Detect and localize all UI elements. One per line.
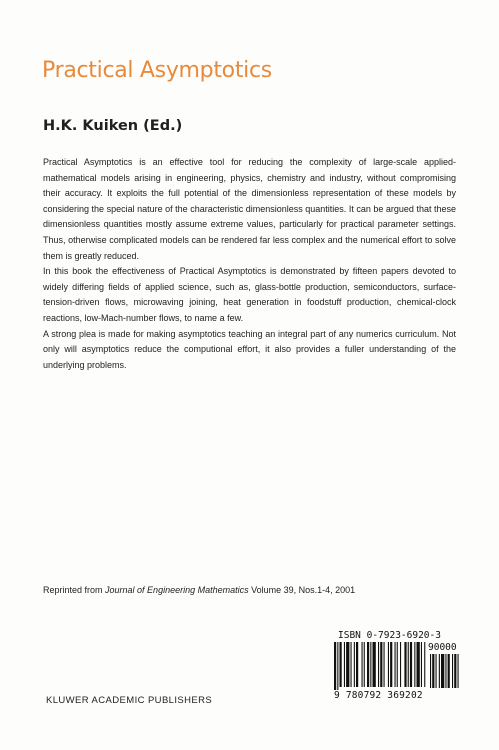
barcode-addon-bar	[452, 654, 453, 688]
barcode-bar	[367, 642, 369, 687]
barcode-bar	[364, 642, 365, 687]
barcode-bar	[351, 642, 352, 687]
barcode-bar	[388, 642, 389, 687]
barcode-bar	[421, 642, 422, 687]
barcode-bar	[362, 642, 363, 687]
barcode-bar	[370, 642, 371, 687]
barcode-bar	[380, 642, 382, 687]
barcode-bar	[414, 642, 415, 687]
barcode-addon-bar	[448, 654, 450, 688]
barcode-bar	[400, 642, 401, 687]
reprint-suffix: Volume 39, Nos.1-4, 2001	[248, 585, 356, 595]
blurb-paragraph: In this book the effectiveness of Practical Asymptotics is demonstrated by fifteen papers devoted to widely differing fields of applied science, such as, glass-bottle production, semiconductors, surface-tension-driven flows, microwaving joining, heat generation in foodstuff production, chemical-clock reactions, low-Mach-number flows, to name a few.	[43, 266, 456, 323]
book-title: Practical Asymptotics	[42, 58, 272, 83]
barcode-bar	[384, 642, 385, 687]
barcode-bar	[390, 642, 392, 687]
isbn-barcode	[330, 630, 470, 705]
isbn-number: ISBN 0-7923-6920-3	[338, 630, 441, 641]
barcode-addon-bar	[436, 654, 437, 688]
barcode-bar	[397, 642, 398, 687]
barcode-bar	[373, 642, 376, 687]
barcode-addon-digits: 90000	[428, 642, 457, 653]
barcode-addon-bar	[430, 654, 431, 688]
barcode-bar	[424, 642, 425, 687]
barcode-addon-bar	[454, 654, 456, 688]
barcode-addon-bar	[445, 654, 446, 688]
blurb-paragraph: Practical Asymptotics is an effective tool for reducing the complexity of large-scale applied-mathematical models arising in engineering, physics, chemistry and industry, without compromising their accuracy. It exploits the full potential of the dimensionless representation of these models by considering the special nature of the characteristic dimensionless quantities. It can be argued that these dimensionless quantities mostly assume extreme values, particularly for practical parameter settings. Thus, otherwise complicated models can be rendered far less complex and the numerical effort to solve them is greatly reduced.	[43, 157, 456, 261]
barcode-digits: 9 780792 369202	[334, 690, 423, 701]
barcode-addon-bar	[432, 654, 434, 688]
barcode-bar	[410, 642, 412, 687]
reprint-prefix: Reprinted from	[43, 585, 106, 595]
barcode-bar	[337, 642, 338, 690]
barcode-bar	[344, 642, 345, 687]
blurb	[43, 155, 456, 373]
barcode-addon-bar	[439, 654, 440, 688]
barcode-bar	[378, 642, 379, 687]
barcode-bar	[346, 642, 349, 687]
blurb-paragraph: A strong plea is made for making asymptotics teaching an integral part of any numerics curriculum. Not only will asymptotics reduce the computional effort, it also provides a fuller understanding of the underlying problems.	[43, 328, 456, 370]
barcode-bar	[408, 642, 409, 687]
barcode-bar	[334, 642, 336, 690]
publisher-name: KLUWER ACADEMIC PUBLISHERS	[46, 695, 213, 706]
barcode-addon-bar	[458, 654, 459, 688]
barcode-bar	[354, 642, 355, 687]
reprint-note	[43, 585, 355, 595]
barcode-bar	[395, 642, 396, 687]
book-editor: H.K. Kuiken (Ed.)	[43, 118, 183, 134]
journal-name: Journal of Engineering Mathematics	[105, 585, 249, 595]
barcode-bar	[404, 642, 406, 687]
barcode-bar	[417, 642, 420, 687]
barcode-bar	[340, 642, 342, 687]
barcode-bar	[356, 642, 358, 687]
barcode-addon-bar	[441, 654, 444, 688]
